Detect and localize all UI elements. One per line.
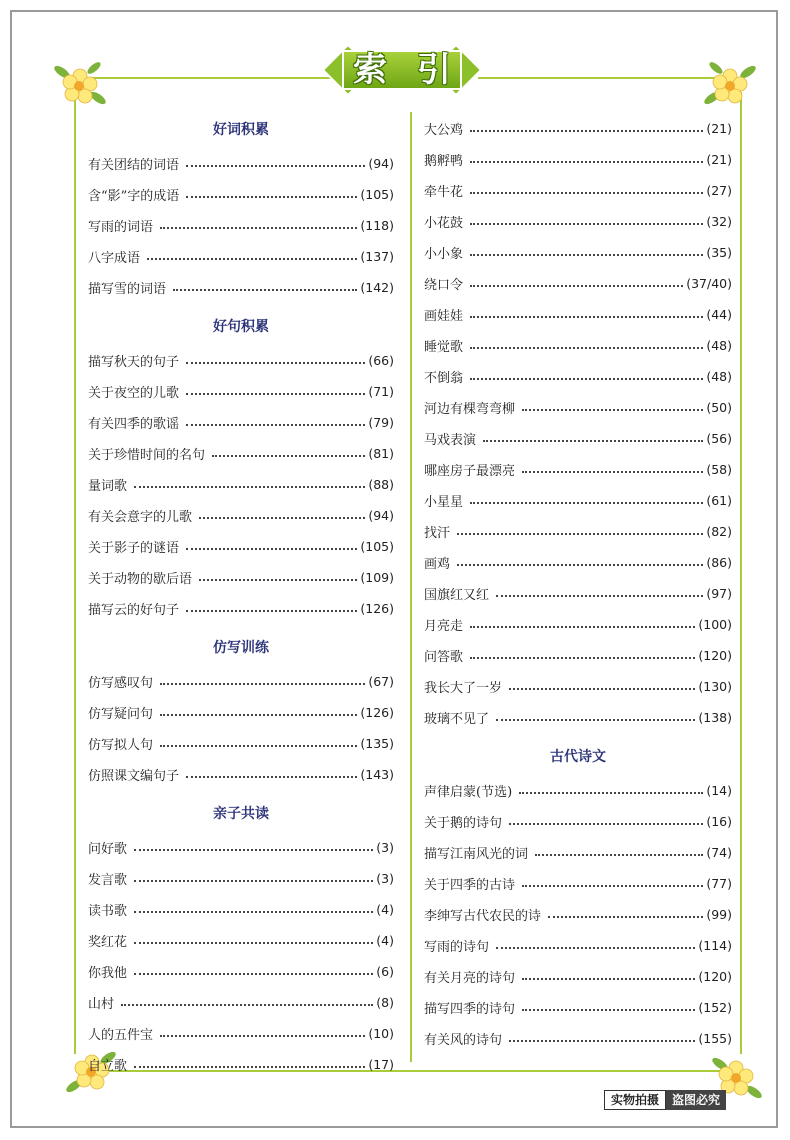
dot-leader bbox=[212, 455, 365, 457]
page-number: (35) bbox=[706, 244, 732, 260]
page-number: (142) bbox=[360, 279, 394, 295]
dot-leader bbox=[535, 854, 703, 856]
dot-leader bbox=[496, 947, 695, 949]
frame-line-top-right bbox=[478, 77, 718, 79]
dot-leader bbox=[519, 792, 703, 794]
page-number: (94) bbox=[368, 507, 394, 523]
page-number: (48) bbox=[706, 337, 732, 353]
entry-title: 关于四季的古诗 bbox=[424, 877, 516, 893]
entry-title: 问好歌 bbox=[88, 841, 128, 857]
index-entry[interactable] bbox=[88, 566, 394, 588]
index-entry[interactable] bbox=[88, 535, 394, 557]
page-number: (27) bbox=[706, 182, 732, 198]
entry-title: 有关风的诗句 bbox=[424, 1032, 503, 1048]
entry-title: 有关团结的词语 bbox=[88, 157, 180, 173]
dot-leader bbox=[186, 165, 365, 167]
entry-title: 量词歌 bbox=[88, 478, 128, 494]
entry-title: 有关四季的歌谣 bbox=[88, 416, 180, 432]
page-number: (130) bbox=[698, 678, 732, 694]
index-entry[interactable] bbox=[424, 489, 732, 511]
section-heading: 亲子共读 bbox=[213, 806, 269, 822]
dot-leader bbox=[173, 289, 357, 291]
entry-title: 发言歌 bbox=[88, 872, 128, 888]
entry-title: 有关月亮的诗句 bbox=[424, 970, 516, 986]
dot-leader bbox=[483, 440, 703, 442]
dot-leader bbox=[160, 1035, 365, 1037]
index-entry[interactable] bbox=[424, 675, 732, 697]
index-entry[interactable] bbox=[424, 396, 732, 418]
index-entry[interactable] bbox=[424, 872, 732, 894]
page-number: (120) bbox=[698, 968, 732, 984]
flower-icon-top-right bbox=[702, 58, 758, 114]
index-entry[interactable] bbox=[88, 898, 394, 920]
dot-leader bbox=[134, 849, 373, 851]
index-entry[interactable] bbox=[88, 349, 394, 371]
dot-leader bbox=[470, 657, 695, 659]
dot-leader bbox=[496, 719, 695, 721]
page-number: (118) bbox=[360, 217, 394, 233]
page-number: (82) bbox=[706, 523, 732, 539]
dot-leader bbox=[186, 196, 357, 198]
page-number: (105) bbox=[360, 186, 394, 202]
dot-leader bbox=[522, 885, 703, 887]
watermark-left: 实物拍摄 bbox=[604, 1090, 666, 1110]
dot-leader bbox=[186, 610, 357, 612]
page-number: (71) bbox=[368, 383, 394, 399]
index-entry[interactable] bbox=[424, 706, 732, 728]
entry-title: 关于夜空的儿歌 bbox=[88, 385, 180, 401]
dot-leader bbox=[496, 595, 703, 597]
dot-leader bbox=[457, 533, 703, 535]
dot-leader bbox=[160, 714, 357, 716]
entry-title: 小小象 bbox=[424, 246, 464, 262]
dot-leader bbox=[134, 1066, 365, 1068]
entry-title: 画娃娃 bbox=[424, 308, 464, 324]
page-number: (126) bbox=[360, 704, 394, 720]
entry-title: 关于动物的歇后语 bbox=[88, 571, 193, 587]
page-number: (77) bbox=[706, 875, 732, 891]
page-number: (8) bbox=[376, 994, 394, 1010]
entry-title: 你我他 bbox=[88, 965, 128, 981]
entry-title: 描写江南风光的词 bbox=[424, 846, 529, 862]
dot-leader bbox=[522, 1009, 695, 1011]
index-entry[interactable] bbox=[424, 779, 732, 801]
section-heading: 古代诗文 bbox=[550, 749, 606, 765]
entry-title: 关于影子的谜语 bbox=[88, 540, 180, 556]
dot-leader bbox=[199, 579, 357, 581]
page-number: (135) bbox=[360, 735, 394, 751]
dot-leader bbox=[470, 285, 683, 287]
index-entry[interactable] bbox=[424, 996, 732, 1018]
index-entry[interactable] bbox=[88, 991, 394, 1013]
entry-title: 读书歌 bbox=[88, 903, 128, 919]
entry-title: 关于鹅的诗句 bbox=[424, 815, 503, 831]
index-entry[interactable] bbox=[88, 245, 394, 267]
dot-leader bbox=[522, 471, 703, 473]
page-number: (17) bbox=[368, 1056, 394, 1072]
page-number: (48) bbox=[706, 368, 732, 384]
index-entry[interactable] bbox=[424, 1027, 732, 1049]
entry-title: 关于珍惜时间的名句 bbox=[88, 447, 206, 463]
entry-title: 仿写拟人句 bbox=[88, 737, 154, 753]
dot-leader bbox=[470, 347, 703, 349]
index-entry[interactable] bbox=[424, 520, 732, 542]
entry-title: 奖红花 bbox=[88, 934, 128, 950]
entry-title: 我长大了一岁 bbox=[424, 680, 503, 696]
page-number: (88) bbox=[368, 476, 394, 492]
dot-leader bbox=[509, 823, 703, 825]
page-title: 索引 bbox=[353, 50, 481, 90]
entry-title: 马戏表演 bbox=[424, 432, 477, 448]
page-number: (14) bbox=[706, 782, 732, 798]
entry-title: 月亮走 bbox=[424, 618, 464, 634]
page-number: (74) bbox=[706, 844, 732, 860]
index-entry[interactable] bbox=[88, 867, 394, 889]
dot-leader bbox=[470, 130, 703, 132]
page-number: (143) bbox=[360, 766, 394, 782]
dot-leader bbox=[134, 973, 373, 975]
entry-title: 不倒翁 bbox=[424, 370, 464, 386]
entry-title: 仿写疑问句 bbox=[88, 706, 154, 722]
entry-title: 玻璃不见了 bbox=[424, 711, 490, 727]
page-number: (50) bbox=[706, 399, 732, 415]
page-number: (100) bbox=[698, 616, 732, 632]
dot-leader bbox=[147, 258, 357, 260]
column-divider bbox=[410, 112, 412, 1062]
index-entry[interactable] bbox=[88, 442, 394, 464]
watermark-right: 盗图必究 bbox=[666, 1090, 726, 1110]
page-number: (56) bbox=[706, 430, 732, 446]
watermark-stamp bbox=[604, 1090, 726, 1110]
entry-title: 写雨的诗句 bbox=[424, 939, 490, 955]
dot-leader bbox=[199, 517, 365, 519]
index-entry[interactable] bbox=[88, 763, 394, 785]
page-number: (4) bbox=[376, 901, 394, 917]
index-entry[interactable] bbox=[424, 551, 732, 573]
dot-leader bbox=[457, 564, 703, 566]
entry-title: 描写云的好句子 bbox=[88, 602, 180, 618]
page-number: (66) bbox=[368, 352, 394, 368]
page-number: (155) bbox=[698, 1030, 732, 1046]
index-entry[interactable] bbox=[88, 929, 394, 951]
dot-leader bbox=[160, 745, 357, 747]
page-number: (61) bbox=[706, 492, 732, 508]
page-number: (6) bbox=[376, 963, 394, 979]
dot-leader bbox=[186, 424, 365, 426]
entry-title: 小花鼓 bbox=[424, 215, 464, 231]
page-number: (16) bbox=[706, 813, 732, 829]
index-entry[interactable] bbox=[424, 644, 732, 666]
dot-leader bbox=[470, 626, 695, 628]
entry-title: 小星星 bbox=[424, 494, 464, 510]
dot-leader bbox=[470, 254, 703, 256]
dot-leader bbox=[470, 502, 703, 504]
page-number: (3) bbox=[376, 839, 394, 855]
index-entry[interactable] bbox=[424, 810, 732, 832]
entry-title: 人的五件宝 bbox=[88, 1027, 154, 1043]
entry-title: 问答歌 bbox=[424, 649, 464, 665]
dot-leader bbox=[160, 227, 357, 229]
page-number: (99) bbox=[706, 906, 732, 922]
entry-title: 山村 bbox=[88, 996, 115, 1012]
index-entry[interactable] bbox=[88, 380, 394, 402]
index-entry[interactable] bbox=[424, 841, 732, 863]
index-entry[interactable] bbox=[424, 241, 732, 263]
page-number: (58) bbox=[706, 461, 732, 477]
page-number: (81) bbox=[368, 445, 394, 461]
entry-title: 仿写感叹句 bbox=[88, 675, 154, 691]
page-number: (3) bbox=[376, 870, 394, 886]
entry-title: 大公鸡 bbox=[424, 122, 464, 138]
index-entry[interactable] bbox=[424, 272, 732, 294]
dot-leader bbox=[548, 916, 703, 918]
index-entry[interactable] bbox=[88, 597, 394, 619]
entry-title: 牵牛花 bbox=[424, 184, 464, 200]
index-entry[interactable] bbox=[88, 214, 394, 236]
page-number: (120) bbox=[698, 647, 732, 663]
entry-title: 有关会意字的儿歌 bbox=[88, 509, 193, 525]
dot-leader bbox=[470, 192, 703, 194]
section-heading: 好句积累 bbox=[213, 319, 269, 335]
index-entry[interactable] bbox=[424, 965, 732, 987]
page-number: (21) bbox=[706, 151, 732, 167]
entry-title: 国旗红又红 bbox=[424, 587, 490, 603]
index-entry[interactable] bbox=[424, 334, 732, 356]
page-number: (67) bbox=[368, 673, 394, 689]
page-number: (32) bbox=[706, 213, 732, 229]
index-entry[interactable] bbox=[424, 582, 732, 604]
entry-title: 睡觉歌 bbox=[424, 339, 464, 355]
index-entry[interactable] bbox=[424, 148, 732, 170]
page-number: (138) bbox=[698, 709, 732, 725]
section-heading: 仿写训练 bbox=[213, 640, 269, 656]
page-title-banner bbox=[322, 44, 482, 96]
entry-title: 自立歌 bbox=[88, 1058, 128, 1074]
index-entry[interactable] bbox=[88, 473, 394, 495]
index-entry[interactable] bbox=[424, 117, 732, 139]
dot-leader bbox=[160, 683, 365, 685]
index-entry[interactable] bbox=[88, 836, 394, 858]
page-number: (44) bbox=[706, 306, 732, 322]
entry-title: 哪座房子最漂亮 bbox=[424, 463, 516, 479]
index-entry[interactable] bbox=[88, 960, 394, 982]
dot-leader bbox=[522, 409, 703, 411]
entry-title: 李绅写古代农民的诗 bbox=[424, 908, 542, 924]
entry-title: 含“影”字的成语 bbox=[88, 188, 180, 204]
page-number: (10) bbox=[368, 1025, 394, 1041]
frame-line-top-left bbox=[88, 77, 333, 79]
entry-title: 河边有棵弯弯柳 bbox=[424, 401, 516, 417]
entry-title: 找汗 bbox=[424, 525, 451, 541]
page-number: (97) bbox=[706, 585, 732, 601]
section-heading: 好词积累 bbox=[213, 122, 269, 138]
index-entry[interactable] bbox=[88, 504, 394, 526]
entry-title: 仿照课文编句子 bbox=[88, 768, 180, 784]
index-entry[interactable] bbox=[88, 1053, 394, 1075]
dot-leader bbox=[134, 486, 365, 488]
dot-leader bbox=[470, 316, 703, 318]
index-entry[interactable] bbox=[88, 183, 394, 205]
entry-title: 鹅孵鸭 bbox=[424, 153, 464, 169]
frame-line-right bbox=[740, 92, 742, 1054]
index-entry[interactable] bbox=[88, 276, 394, 298]
dot-leader bbox=[134, 911, 373, 913]
index-entry[interactable] bbox=[424, 458, 732, 480]
dot-leader bbox=[134, 880, 373, 882]
index-entry[interactable] bbox=[88, 670, 394, 692]
frame-line-left bbox=[74, 92, 76, 1054]
page-number: (86) bbox=[706, 554, 732, 570]
entry-title: 八字成语 bbox=[88, 250, 141, 266]
dot-leader bbox=[509, 1040, 695, 1042]
dot-leader bbox=[134, 942, 373, 944]
page-number: (4) bbox=[376, 932, 394, 948]
index-entry[interactable] bbox=[424, 427, 732, 449]
entry-title: 写雨的词语 bbox=[88, 219, 154, 235]
dot-leader bbox=[470, 378, 703, 380]
entry-title: 描写秋天的句子 bbox=[88, 354, 180, 370]
dot-leader bbox=[470, 223, 703, 225]
dot-leader bbox=[186, 393, 365, 395]
index-entry[interactable] bbox=[88, 152, 394, 174]
page-number: (105) bbox=[360, 538, 394, 554]
dot-leader bbox=[470, 161, 703, 163]
dot-leader bbox=[186, 776, 357, 778]
page-number: (109) bbox=[360, 569, 394, 585]
index-entry[interactable] bbox=[88, 1022, 394, 1044]
flower-icon-top-left bbox=[52, 58, 108, 114]
index-entry[interactable] bbox=[424, 903, 732, 925]
entry-title: 画鸡 bbox=[424, 556, 451, 572]
index-entry[interactable] bbox=[424, 303, 732, 325]
page-number: (152) bbox=[698, 999, 732, 1015]
entry-title: 绕口令 bbox=[424, 277, 464, 293]
page-number: (126) bbox=[360, 600, 394, 616]
entry-title: 描写雪的词语 bbox=[88, 281, 167, 297]
dot-leader bbox=[509, 688, 695, 690]
index-entry[interactable] bbox=[424, 179, 732, 201]
dot-leader bbox=[186, 548, 357, 550]
entry-title: 声律启蒙(节选) bbox=[424, 784, 513, 800]
dot-leader bbox=[522, 978, 695, 980]
page-number: (37/40) bbox=[686, 275, 732, 291]
dot-leader bbox=[186, 362, 365, 364]
index-entry[interactable] bbox=[424, 613, 732, 635]
page-number: (21) bbox=[706, 120, 732, 136]
dot-leader bbox=[121, 1004, 373, 1006]
page-number: (114) bbox=[698, 937, 732, 953]
index-entry[interactable] bbox=[88, 701, 394, 723]
page-number: (137) bbox=[360, 248, 394, 264]
index-entry[interactable] bbox=[424, 365, 732, 387]
entry-title: 描写四季的诗句 bbox=[424, 1001, 516, 1017]
index-entry[interactable] bbox=[424, 210, 732, 232]
index-entry[interactable] bbox=[88, 411, 394, 433]
index-entry[interactable] bbox=[88, 732, 394, 754]
page-number: (94) bbox=[368, 155, 394, 171]
page-number: (79) bbox=[368, 414, 394, 430]
index-entry[interactable] bbox=[424, 934, 732, 956]
